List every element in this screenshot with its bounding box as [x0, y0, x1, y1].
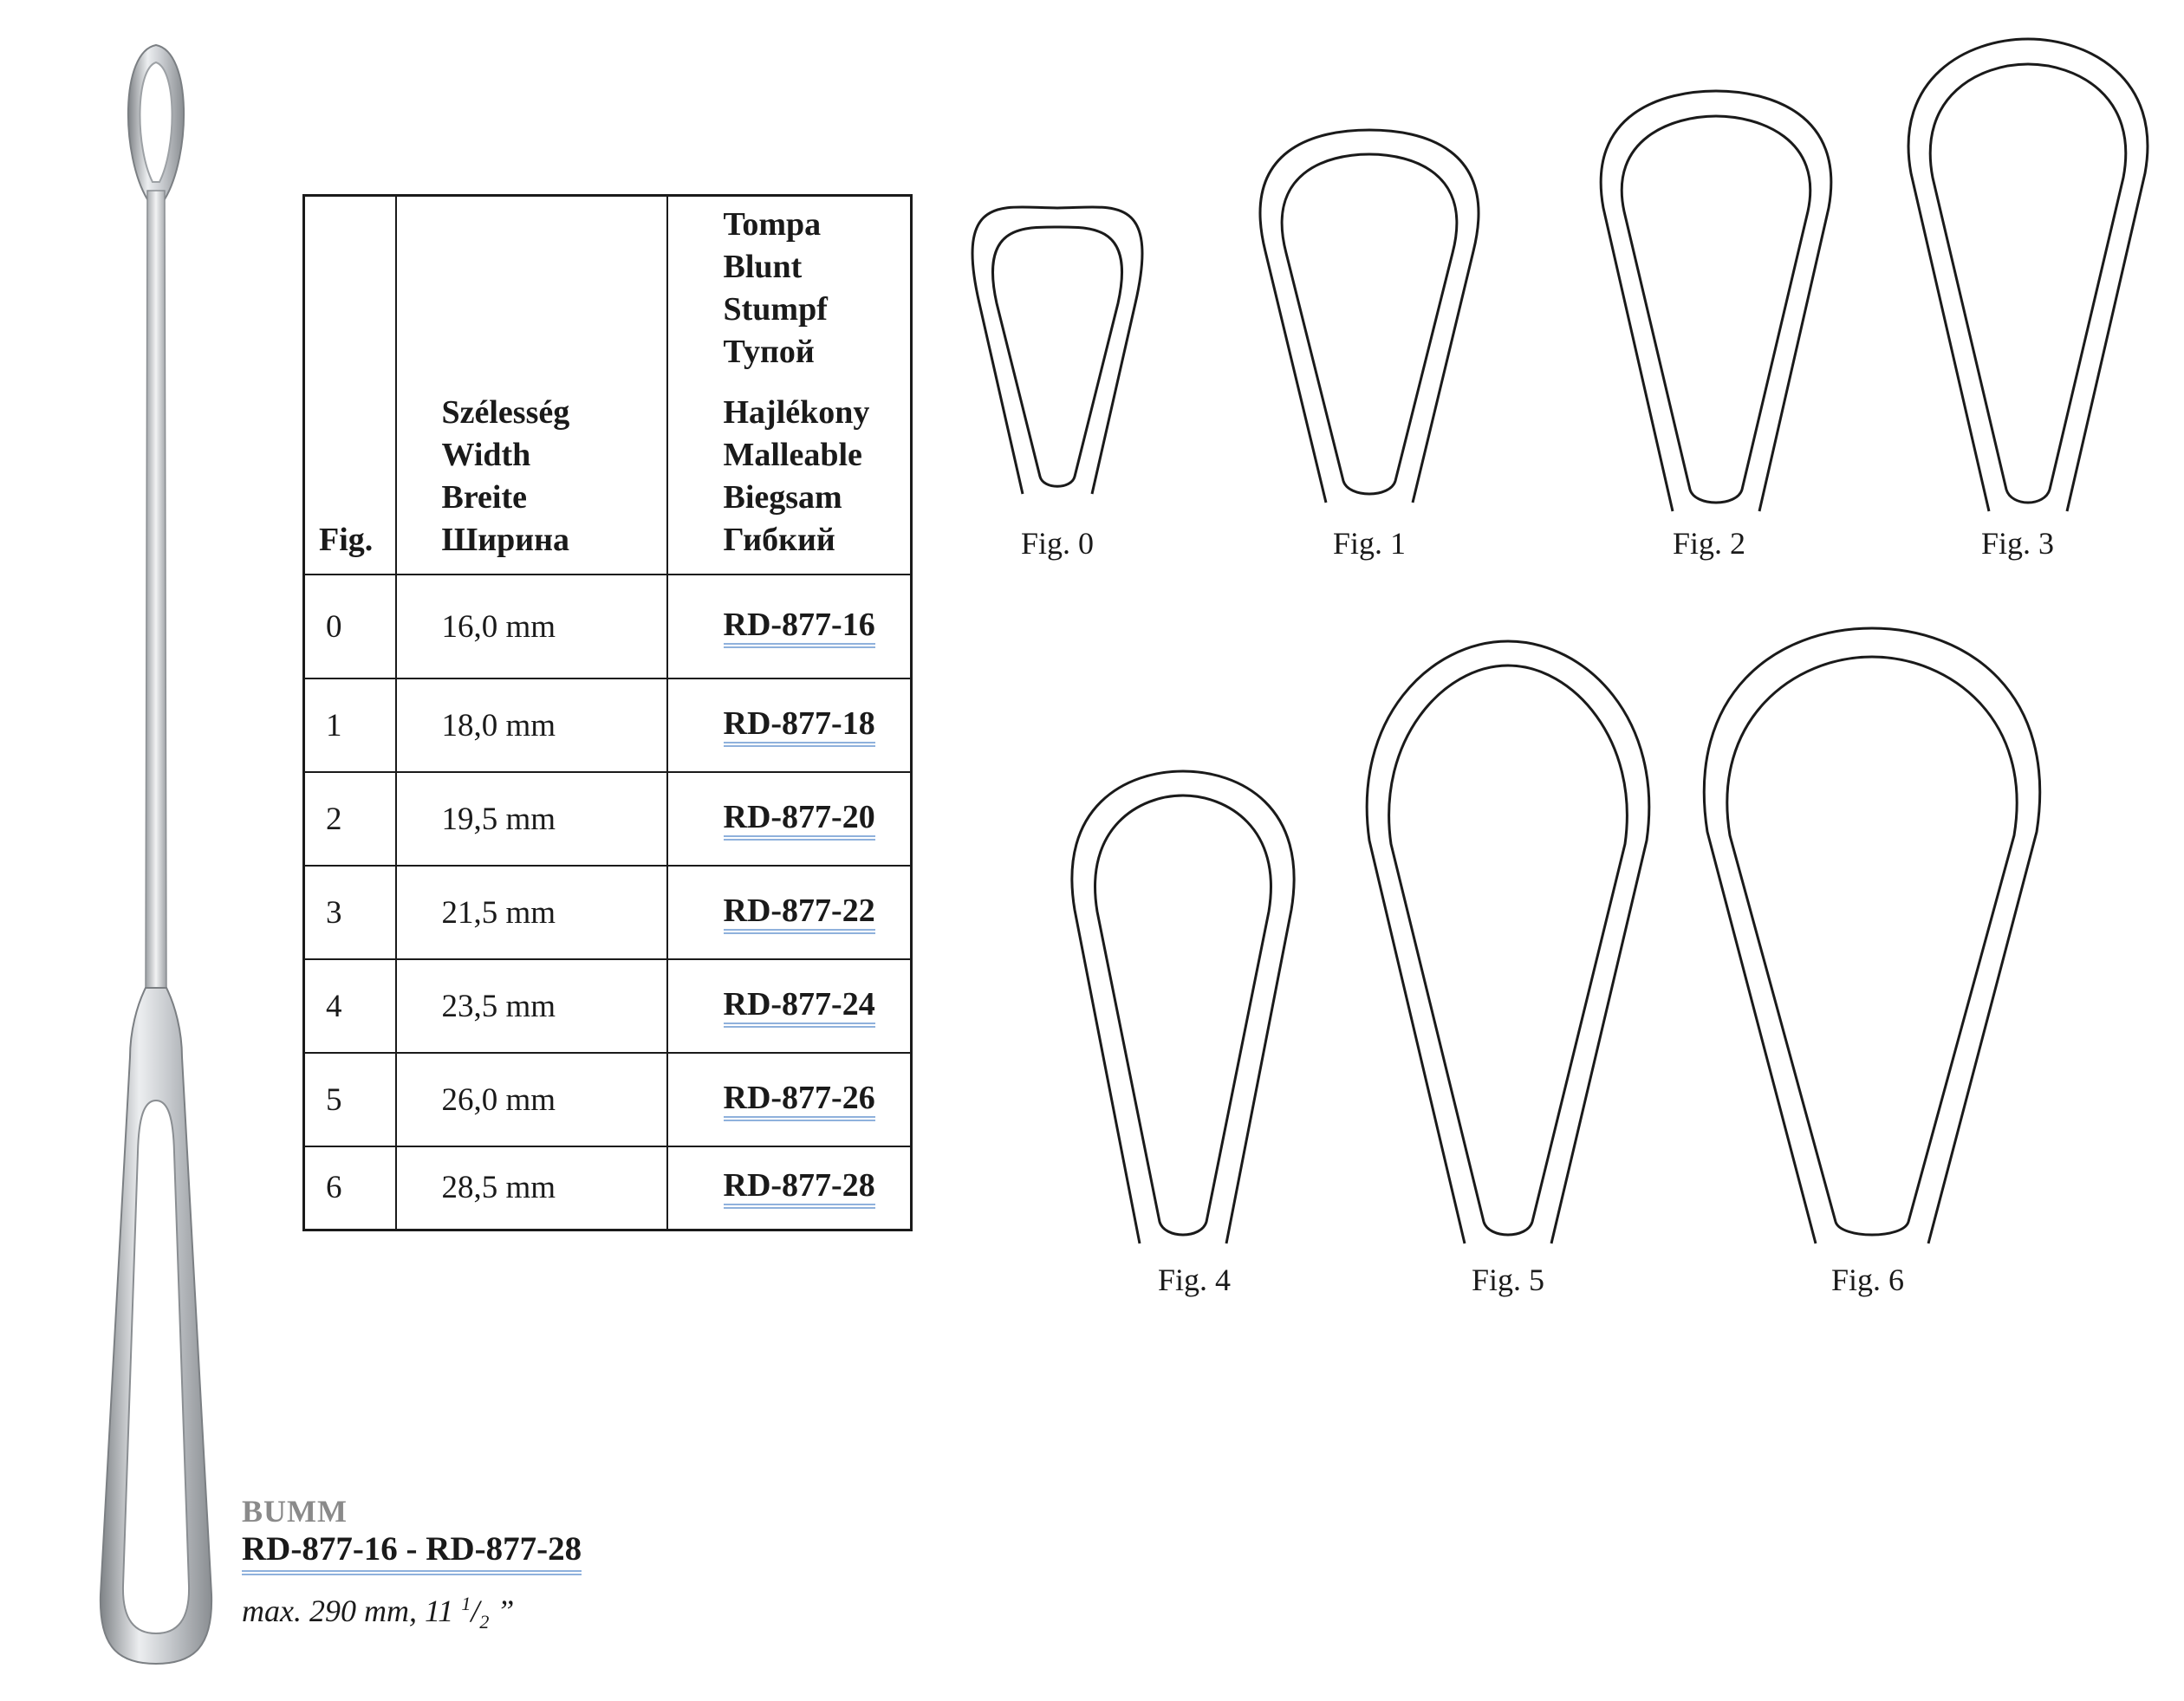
cell-fig: 4: [304, 959, 396, 1053]
header-blunt-en: Blunt: [723, 249, 803, 285]
product-code-link[interactable]: RD-877-28: [724, 1169, 875, 1209]
fig-6-label: Fig. 6: [1830, 1263, 1905, 1297]
header-blunt-hu: Tompa: [723, 206, 822, 243]
product-range-link[interactable]: RD-877-16 - RD-877-28: [242, 1530, 582, 1575]
curette-shaft: [146, 191, 166, 988]
cell-fig: 3: [304, 866, 396, 959]
cell-fig: 6: [304, 1146, 396, 1230]
cell-fig: 1: [304, 678, 396, 772]
loop-figures-drawing: [953, 26, 2184, 1326]
header-malleable-en: Malleable: [723, 437, 862, 473]
product-caption: [242, 1492, 582, 1644]
curette-instrument-image: [87, 35, 225, 1672]
cell-width: 26,0 mm: [396, 1053, 667, 1146]
cell-width: 18,0 mm: [396, 678, 667, 772]
fig-4-label: Fig. 4: [1157, 1263, 1232, 1297]
product-code-link[interactable]: RD-877-24: [724, 988, 875, 1028]
loop-figure-6: [1704, 628, 2039, 1243]
cell-code: [667, 678, 912, 772]
table-row: [304, 959, 912, 1053]
loop-figures: [953, 26, 2184, 1326]
header-blunt-de: Stumpf: [723, 291, 828, 328]
cell-width: 28,5 mm: [396, 1146, 667, 1230]
header-width-ru: Ширина: [441, 522, 570, 558]
header-width-de: Breite: [441, 479, 527, 516]
product-code-link[interactable]: RD-877-18: [724, 707, 875, 747]
product-code-link[interactable]: RD-877-26: [724, 1081, 875, 1121]
cell-code: [667, 959, 912, 1053]
loop-figure-5: [1367, 641, 1649, 1243]
table-row: [304, 678, 912, 772]
cell-width: 16,0 mm: [396, 575, 667, 678]
header-malleable-ru: Гибкий: [723, 522, 835, 558]
cell-code: [667, 866, 912, 959]
cell-width: 19,5 mm: [396, 772, 667, 866]
fig-5-label: Fig. 5: [1471, 1263, 1545, 1297]
cell-code: [667, 1053, 912, 1146]
loop-figure-3: [1908, 39, 2148, 511]
product-code-link[interactable]: RD-877-22: [724, 894, 875, 934]
loop-figure-2: [1601, 91, 1831, 511]
product-table: [302, 194, 913, 1231]
loop-figure-1: [1260, 130, 1479, 503]
fig-1-label: Fig. 1: [1332, 526, 1407, 561]
header-width: [396, 196, 667, 575]
header-type: [667, 196, 912, 575]
cell-code: [667, 1146, 912, 1230]
fig-3-label: Fig. 3: [1980, 526, 2055, 561]
loop-figure-0: [972, 207, 1142, 494]
table-row: [304, 1146, 912, 1230]
size-note: max. 290 mm, 11 $^1/_2$ ”: [242, 1593, 515, 1633]
table-row: [304, 772, 912, 866]
table-row: [304, 1053, 912, 1146]
header-blunt-ru: Тупой: [723, 334, 815, 370]
product-code-link[interactable]: RD-877-20: [724, 801, 875, 841]
header-fig: Fig.: [304, 196, 396, 575]
header-width-hu: Szélesség: [441, 394, 570, 431]
header-malleable-de: Biegsam: [723, 479, 842, 516]
header-malleable-hu: Hajlékony: [723, 394, 870, 431]
table-row: [304, 575, 912, 678]
cell-width: 21,5 mm: [396, 866, 667, 959]
cell-code: [667, 575, 912, 678]
cell-width: 23,5 mm: [396, 959, 667, 1053]
fig-0-label: Fig. 0: [1020, 526, 1095, 561]
table-header-row: [304, 196, 912, 575]
cell-fig: 2: [304, 772, 396, 866]
cell-code: [667, 772, 912, 866]
product-code-link[interactable]: RD-877-16: [724, 608, 875, 648]
maker-name: BUMM: [242, 1494, 348, 1529]
table-row: [304, 866, 912, 959]
header-width-en: Width: [441, 437, 531, 473]
cell-fig: 0: [304, 575, 396, 678]
loop-figure-4: [1072, 771, 1294, 1243]
cell-fig: 5: [304, 1053, 396, 1146]
fig-2-label: Fig. 2: [1672, 526, 1746, 561]
